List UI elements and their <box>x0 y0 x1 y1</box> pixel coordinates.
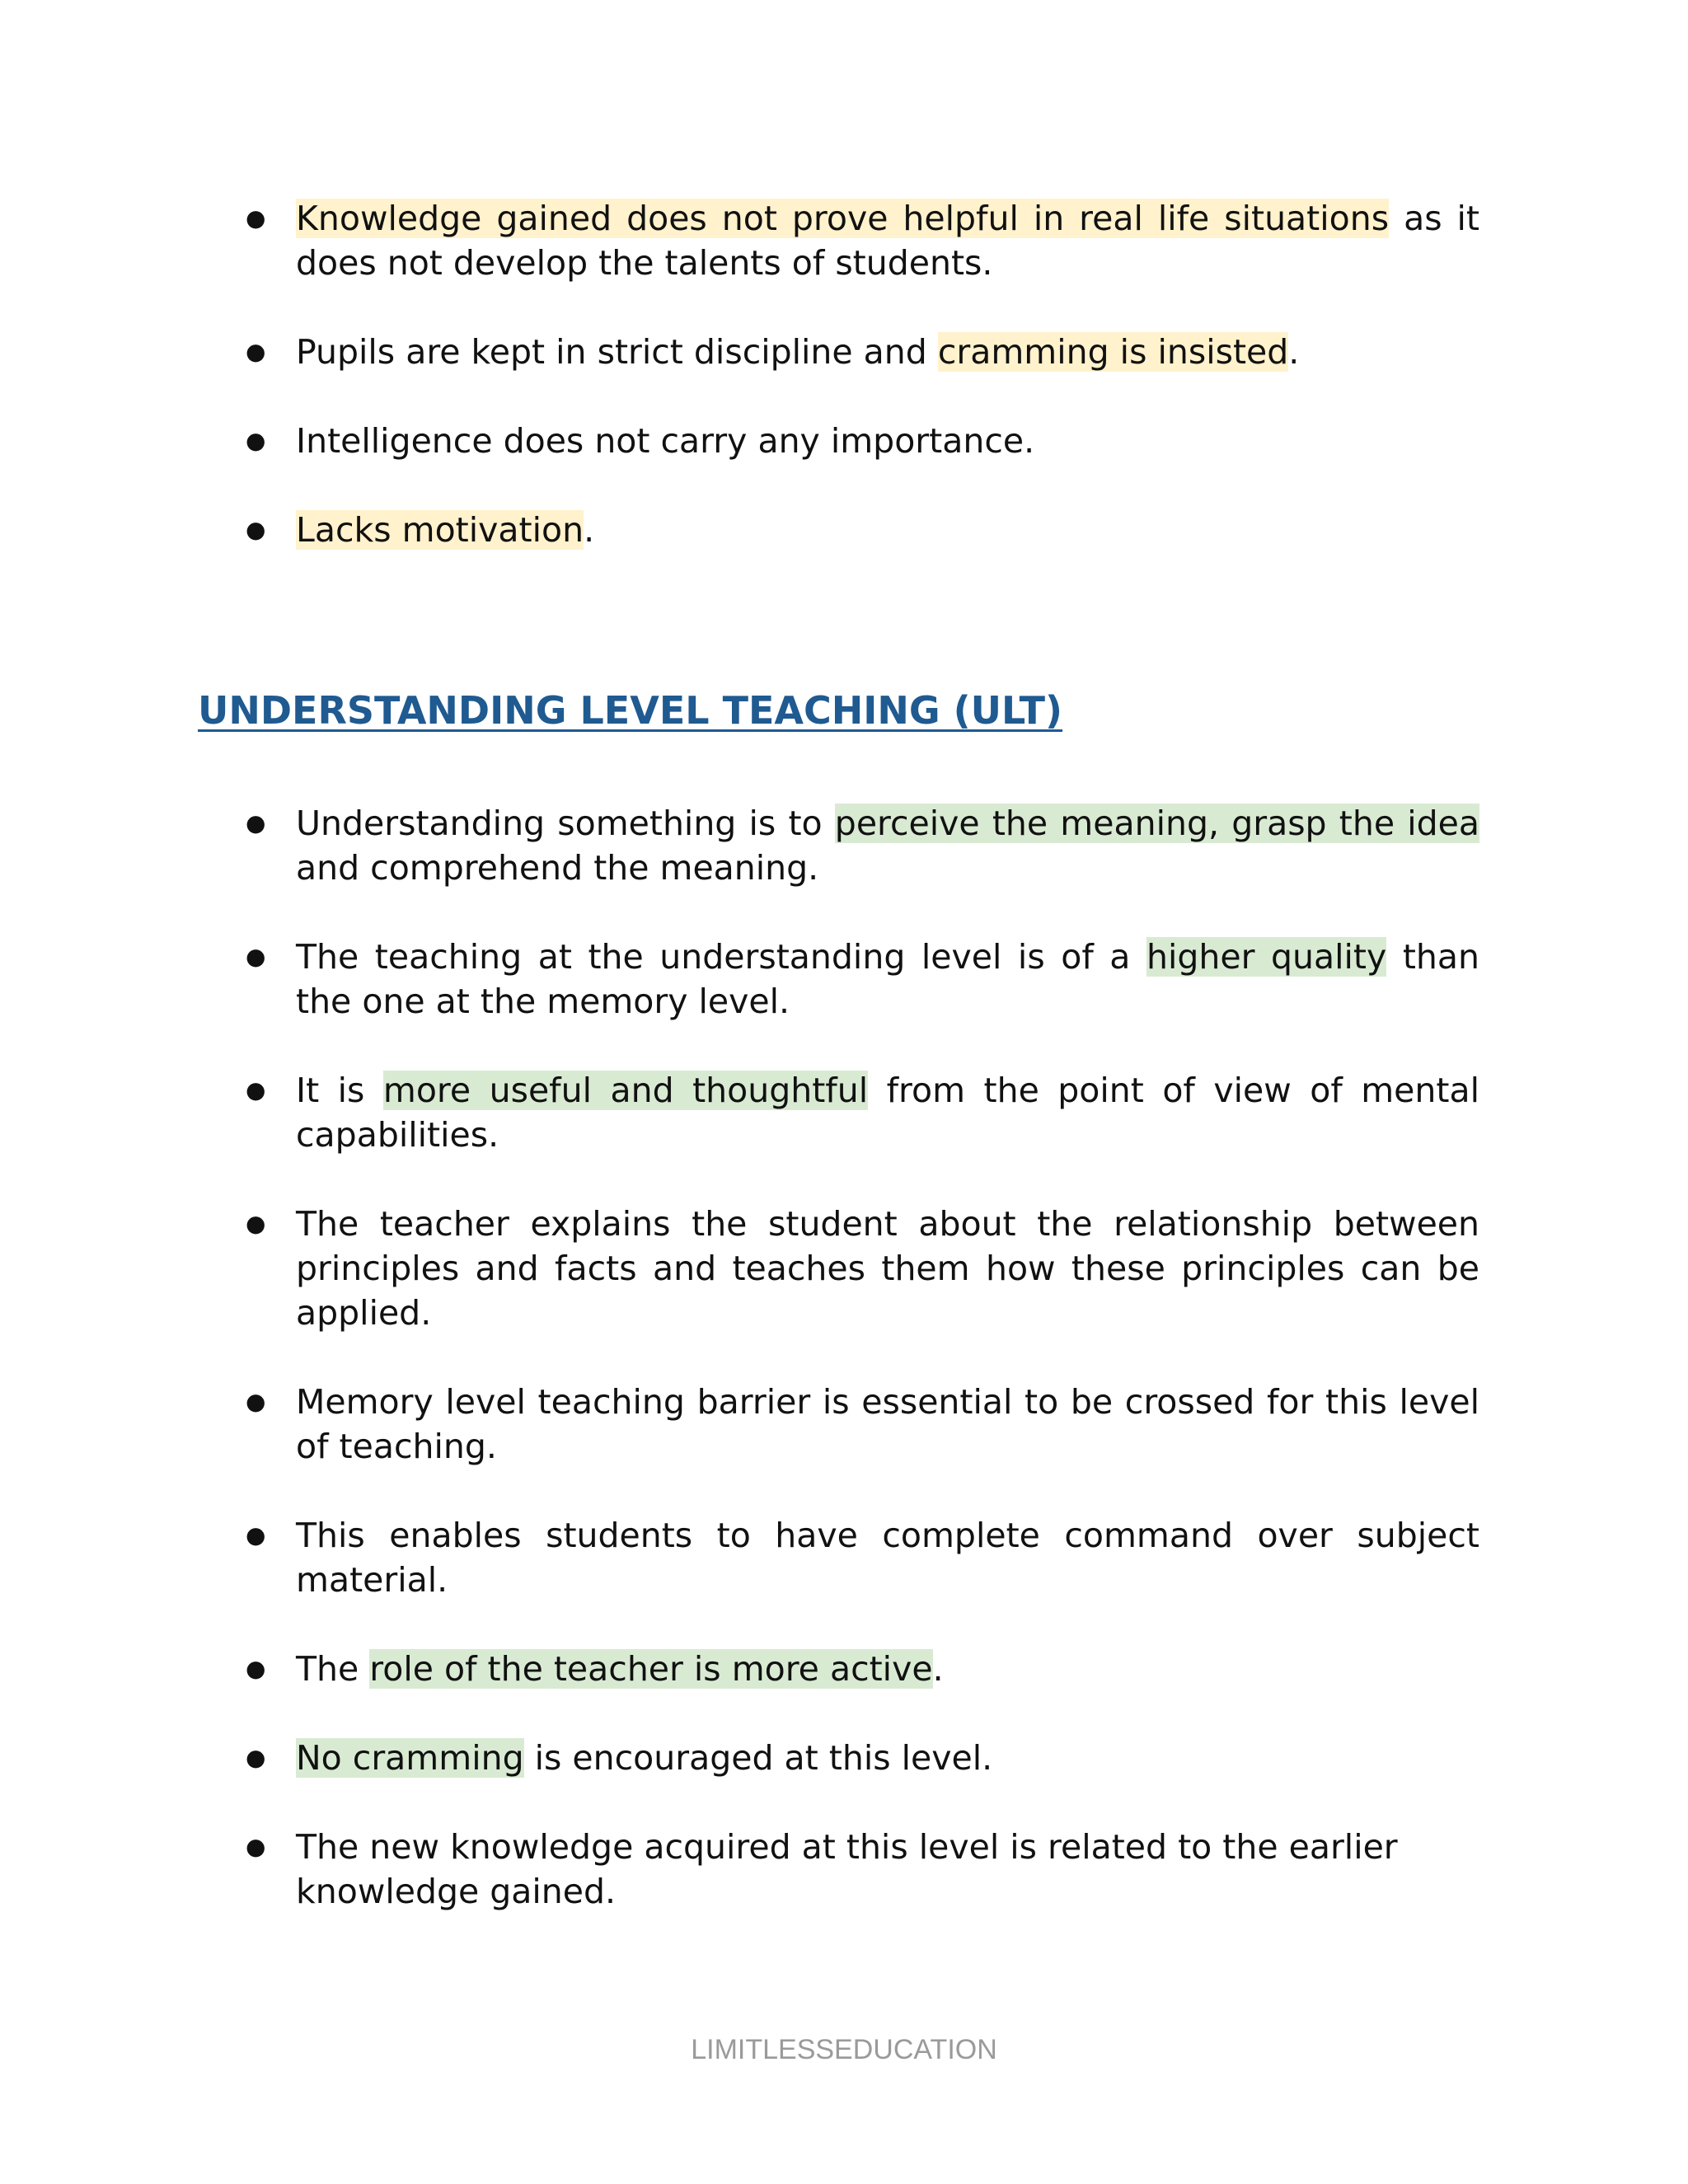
memory-level-bullet-list <box>0 196 1688 597</box>
list-item <box>0 801 1688 890</box>
list-item <box>0 1513 1688 1602</box>
bullet-icon: ● <box>246 943 266 970</box>
text-run: . <box>932 1649 944 1689</box>
highlighted-text: role of the teacher is more active <box>369 1649 933 1689</box>
footer-watermark: LIMITLESSEDUCATION <box>691 2034 997 2065</box>
text-run: The new knowledge acquired at this level is related to the earlier knowledge gained. <box>296 1827 1398 1911</box>
list-item-text <box>296 1736 1479 1780</box>
text-run: The teaching at the understanding level is of a <box>296 937 1146 977</box>
list-item <box>0 1825 1688 1914</box>
text-run: from the point of view of mental capabilities. <box>296 1071 1479 1155</box>
bullet-icon: ● <box>246 427 266 454</box>
list-item-text <box>296 801 1479 890</box>
text-run: and comprehend the meaning. <box>296 848 819 888</box>
list-item-text <box>296 330 1479 374</box>
highlighted-text: higher quality <box>1146 937 1387 977</box>
text-run: The teacher explains the student about the relationship between principles and facts and teaches them how these principles can be applied. <box>296 1204 1479 1333</box>
list-item-text <box>296 1380 1479 1469</box>
highlighted-text: cramming is insisted <box>937 332 1289 372</box>
bullet-icon: ● <box>246 1076 266 1104</box>
bullet-icon: ● <box>246 809 266 837</box>
list-item <box>0 1202 1688 1335</box>
text-run: This enables students to have complete command over subject material. <box>296 1516 1479 1600</box>
text-run: is encouraged at this level. <box>523 1738 993 1778</box>
list-item-text <box>296 1825 1479 1914</box>
highlighted-text: perceive the meaning, grasp the idea <box>834 804 1479 843</box>
bullet-icon: ● <box>246 1744 266 1771</box>
bullet-icon: ● <box>246 1521 266 1549</box>
text-run: as it does not develop the talents of students. <box>296 199 1479 283</box>
text-run: . <box>1288 332 1300 372</box>
list-item <box>0 419 1688 463</box>
highlighted-text: Knowledge gained does not prove helpful in real life situations <box>296 199 1390 238</box>
list-item-text <box>296 419 1479 463</box>
list-item-text <box>296 1513 1479 1602</box>
text-run: Memory level teaching barrier is essential to be crossed for this level of teaching. <box>296 1382 1479 1466</box>
bullet-icon: ● <box>246 1210 266 1237</box>
bullet-icon: ● <box>246 516 266 543</box>
list-item <box>0 196 1688 285</box>
text-run: It is <box>296 1071 383 1110</box>
list-item <box>0 508 1688 552</box>
text-run: Understanding something is to <box>296 804 835 843</box>
bullet-icon: ● <box>246 1655 266 1682</box>
text-run: . <box>584 510 595 550</box>
bullet-icon: ● <box>246 1388 266 1415</box>
text-run: Intelligence does not carry any importance. <box>296 421 1035 461</box>
list-item-text <box>296 1647 1479 1691</box>
list-item <box>0 1647 1688 1691</box>
text-run: Pupils are kept in strict discipline and <box>296 332 938 372</box>
list-item <box>0 935 1688 1024</box>
highlighted-text: more useful and thoughtful <box>382 1071 869 1110</box>
text-run: than the one at the memory level. <box>296 937 1479 1021</box>
list-item-text <box>296 196 1479 285</box>
list-item-text <box>296 1068 1479 1157</box>
bullet-icon: ● <box>246 1833 266 1860</box>
bullet-icon: ● <box>246 338 266 365</box>
highlighted-text: Lacks motivation <box>296 510 584 550</box>
bullet-icon: ● <box>246 204 266 232</box>
list-item <box>0 1068 1688 1157</box>
list-item-text <box>296 935 1479 1024</box>
list-item-text <box>296 1202 1479 1335</box>
text-run: The <box>296 1649 370 1689</box>
section-heading-ult: UNDERSTANDING LEVEL TEACHING (ULT) <box>198 688 1063 733</box>
list-item <box>0 330 1688 374</box>
list-item <box>0 1736 1688 1780</box>
ult-bullet-list <box>0 801 1688 1958</box>
highlighted-text: No cramming <box>296 1738 524 1778</box>
list-item <box>0 1380 1688 1469</box>
list-item-text <box>296 508 1479 552</box>
